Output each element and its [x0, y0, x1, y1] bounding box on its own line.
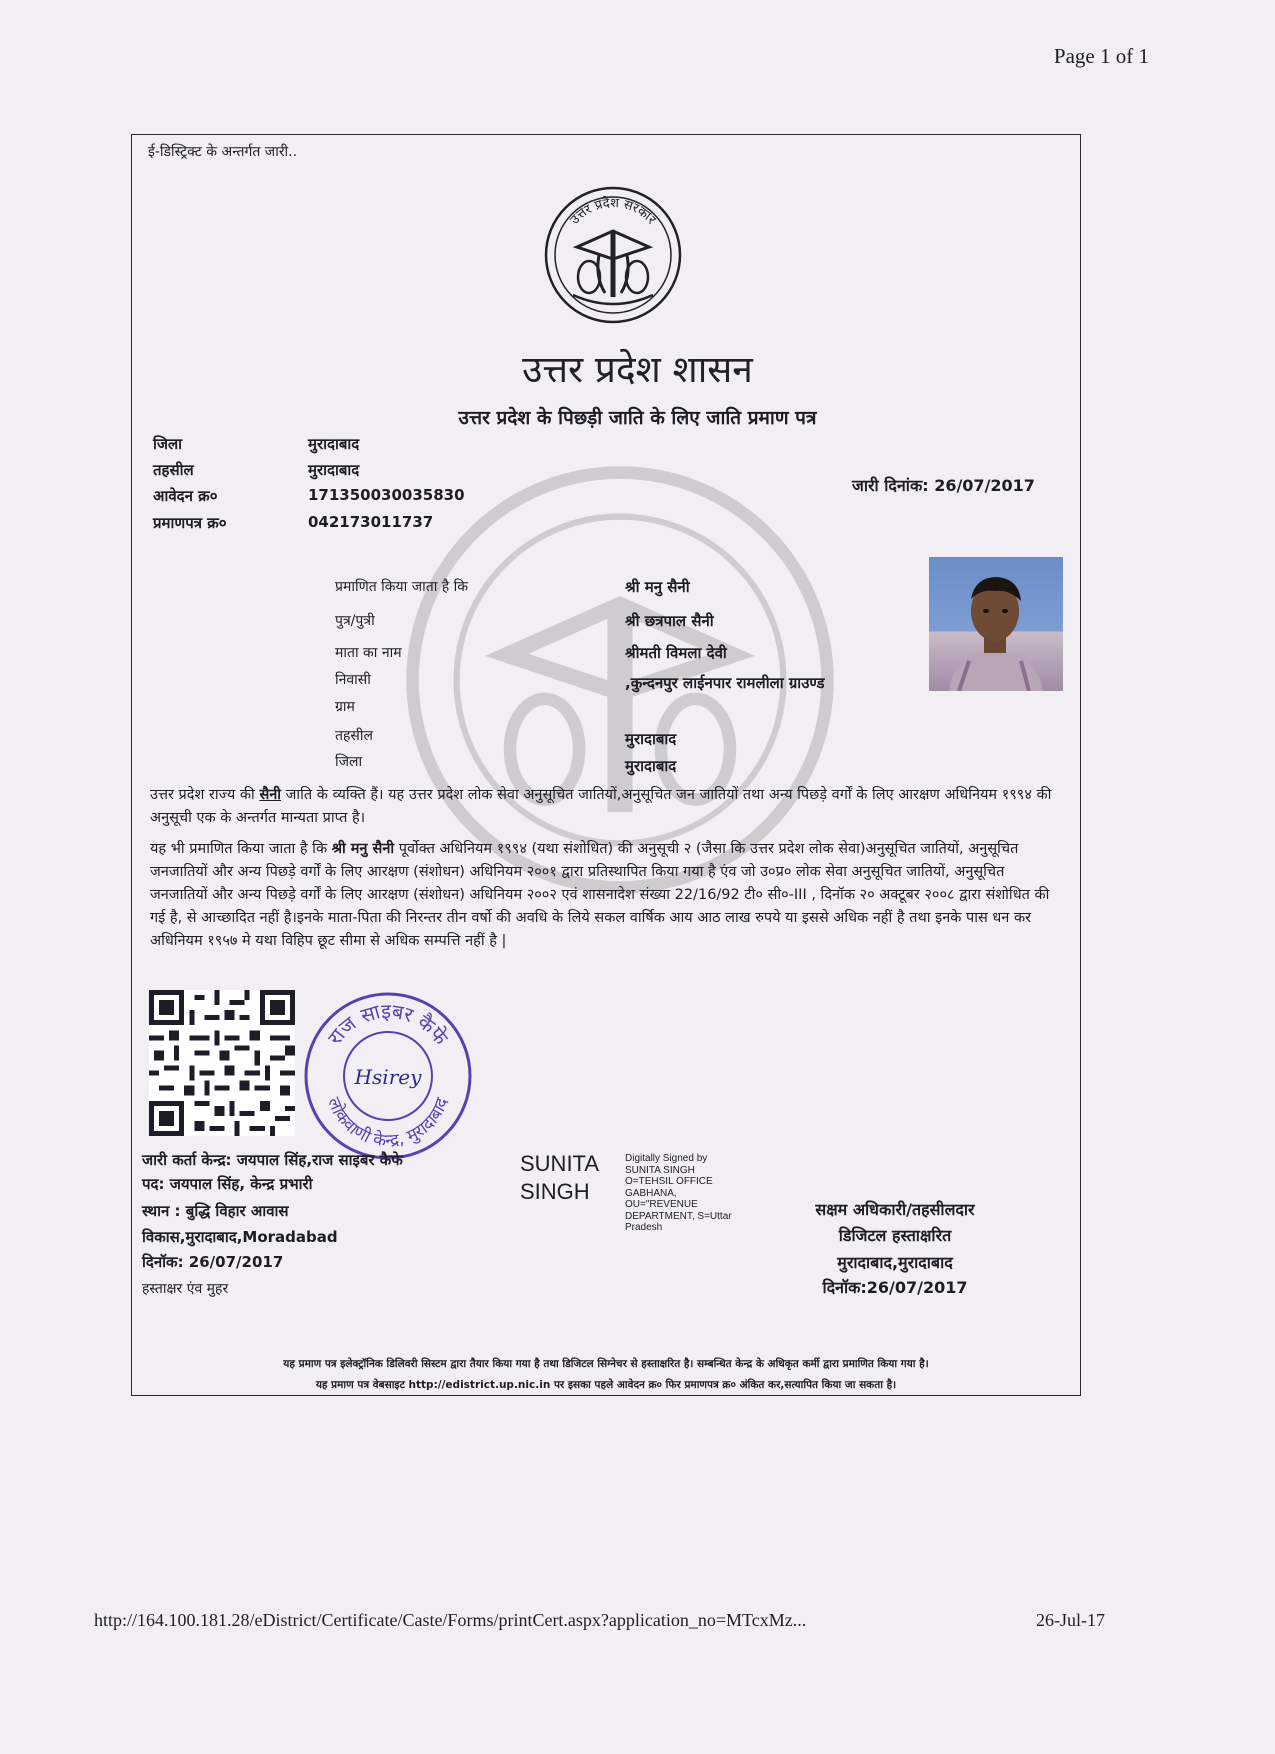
digi-line: SUNITA SINGH [625, 1164, 695, 1176]
authority-location: मुरादाबाद,मुरादाबाद [837, 1253, 953, 1272]
certificate-number-label: प्रमाणपत्र क्र० [153, 514, 227, 532]
caste-statement-rest: जाति के व्यक्ति हैं। यह उत्तर प्रदेश लोक सेवा अनुसूचित जातियों,अनुसूचित जन जातियों तथा अन्य पिछड़े वर्गों के लिए आरक्षण अधिनियम १९९४ की अनुसूची एक के अन्तर्गत मान्यता प्राप्त है। [150, 787, 1052, 826]
emblem-text: उत्तर प्रदेश सरकार [567, 195, 659, 228]
details-tehsil-label: तहसील [335, 728, 373, 744]
authority-date: दिनॉक:26/07/2017 [822, 1278, 968, 1297]
income-statement-rest: पूर्वोक्त अधिनियम १९९४ (यथा संशोधित) की अनुसूची २ (जैसा कि उत्तर प्रदेश लोक सेवा)अनुसूचित जातियों, अनुसूचित जनजातियों और अन्य पिछड़े वर्गों के लिए आरक्षण (संशोधन) अधिनियम २००१ द्वारा प्रतिस्थापित किया गया है एंव जो उ०प्र० लोक सेवा अनुसूचित जातियों, अनुसूचित जनजातियों और अन्य पिछड़े वर्गों के लिए आरक्षण (संशोधन) अधिनियम २००२ एवं शासनादेश संख्या 22/16/92 टी० सी०-III , दिनॉक २० अक्टूबर २००८ द्वारा संशोधित की गई है, से आच्छादित नहीं है।इनके माता-पिता की निरन्तर तीन वर्षो की अवधि के लिये सकल वार्षिक आय आठ लाख रुपये या इससे अधिक नहीं है तथा इनके पास धन कर अधिनियम १९५७ मे यथा विहिप छूट सीमा से अधिक सम्पत्ति नहीं है | [150, 841, 1050, 949]
digi-line: O=TEHSIL OFFICE [625, 1176, 713, 1187]
details-tehsil-value: मुरादाबाद [625, 730, 677, 748]
digi-line: OU="REVENUE [625, 1199, 698, 1210]
application-number-value: 171350030035830 [308, 486, 465, 504]
issue-date: जारी दिनांक: 26/07/2017 [852, 476, 1035, 495]
caste-statement-prefix: उत्तर प्रदेश राज्य की [150, 787, 255, 803]
digital-signer-first-name: SUNITA [520, 1151, 600, 1176]
caste-name: सैनी [259, 787, 282, 803]
district-value: मुरादाबाद [308, 435, 360, 453]
digi-line: DEPARTMENT, S=Uttar [625, 1210, 732, 1222]
resident-label: निवासी [335, 672, 371, 688]
village-label: ग्राम [335, 699, 355, 715]
applicant-photo [929, 557, 1063, 691]
income-statement-prefix: यह भी प्रमाणित किया जाता है कि [150, 841, 328, 857]
qr-code-icon [149, 990, 295, 1136]
issuer-place-line2: विकास,मुरादाबाद,Moradabad [142, 1228, 338, 1246]
person-silhouette-icon [929, 557, 1063, 691]
print-url: http://164.100.181.28/eDistrict/Certificate/Caste/Forms/printCert.aspx?application_no=MTcxMz... [94, 1610, 807, 1630]
mother-name: श्रीमती विमला देवी [625, 644, 727, 662]
government-title: उत्तर प्रदेश शासन [522, 348, 753, 391]
father-name: श्री छत्रपाल सैनी [625, 612, 714, 630]
caste-statement [150, 784, 1062, 830]
authority-title: सक्षम अधिकारी/तहसीलदार [815, 1200, 975, 1219]
center-seal-stamp [300, 988, 475, 1163]
issued-note: ई-डिस्ट्रिक्ट के अन्तर्गत जारी.. [148, 144, 298, 160]
sign-and-seal-label: हस्ताक्षर एंव मुहर [142, 1281, 229, 1297]
footer-note-line1: यह प्रमाण पत्र इलेक्ट्रॉनिक डिलिवरी सिस्टम द्वारा तैयार किया गया है तथा डिजिटल सिग्नेचर से हस्ताक्षरित है। सम्बन्धित केन्द्र के अधिकृत कर्मी द्वारा प्रमाणित किया गया है। [283, 1358, 929, 1370]
issuing-center: जारी कर्ता केन्द्र: जयपाल सिंह,राज साइबर कैफे [142, 1151, 403, 1169]
son-of-label: पुत्र/पुत्री [335, 613, 375, 629]
district-label: जिला [153, 435, 183, 453]
issuer-post: पद: जयपाल सिंह, केन्द्र प्रभारी [142, 1175, 313, 1193]
digital-signature-details [625, 1153, 755, 1234]
qr-code [149, 990, 295, 1136]
certificate-subtitle: उत्तर प्रदेश के पिछड़ी जाति के लिए जाति प्रमाण पत्र [458, 407, 817, 429]
footer-note-line2: यह प्रमाण पत्र वेबसाइट http://edistrict.up.nic.in पर इसका पहले आवेदन क्र० फिर प्रमाणपत्र क्र० अंकित कर,सत्यापित किया जा सकता है। [315, 1379, 897, 1391]
svg-text:उत्तर प्रदेश सरकार [567, 195, 659, 228]
digi-line: Pradesh [625, 1222, 663, 1233]
issuer-date: दिनॉक: 26/07/2017 [142, 1253, 284, 1271]
state-emblem-icon [543, 185, 683, 325]
digital-signer-last-name: SINGH [520, 1179, 590, 1204]
details-district-value: मुरादाबाद [625, 757, 677, 775]
resident-address: ,कुन्दनपुर लाईनपार रामलीला ग्राउण्ड [625, 674, 825, 692]
tehsil-label: तहसील [153, 461, 194, 479]
applicant-name: श्री मनु सैनी [625, 578, 690, 596]
digi-line: GABHANA, [625, 1187, 677, 1199]
seal-top-text: राज साइबर कैफे [322, 998, 454, 1050]
application-number-label: आवेदन क्र० [153, 487, 218, 505]
digital-signer-name [520, 1150, 599, 1206]
issuer-place-line1: स्थान : बुद्धि विहार आवास [142, 1202, 289, 1220]
details-district-label: जिला [335, 754, 363, 770]
tehsil-value: मुरादाबाद [308, 461, 360, 479]
authority-digital-signed: डिजिटल हस्ताक्षरित [838, 1226, 952, 1245]
income-statement-name: श्री मनु सैनी [331, 841, 395, 857]
income-statement [150, 838, 1062, 953]
page-number: Page 1 of 1 [1053, 44, 1149, 68]
seal-signature: Hsirey [354, 1065, 422, 1089]
digi-line: Digitally Signed by [625, 1153, 708, 1164]
print-date: 26-Jul-17 [1036, 1610, 1105, 1630]
seal-bottom-text: लोकवाणी केन्द्र, मुरादाबाद [323, 1094, 453, 1152]
certify-label: प्रमाणित किया जाता है कि [335, 579, 469, 595]
certificate-number-value: 042173011737 [308, 513, 434, 531]
mother-label: माता का नाम [335, 645, 402, 661]
